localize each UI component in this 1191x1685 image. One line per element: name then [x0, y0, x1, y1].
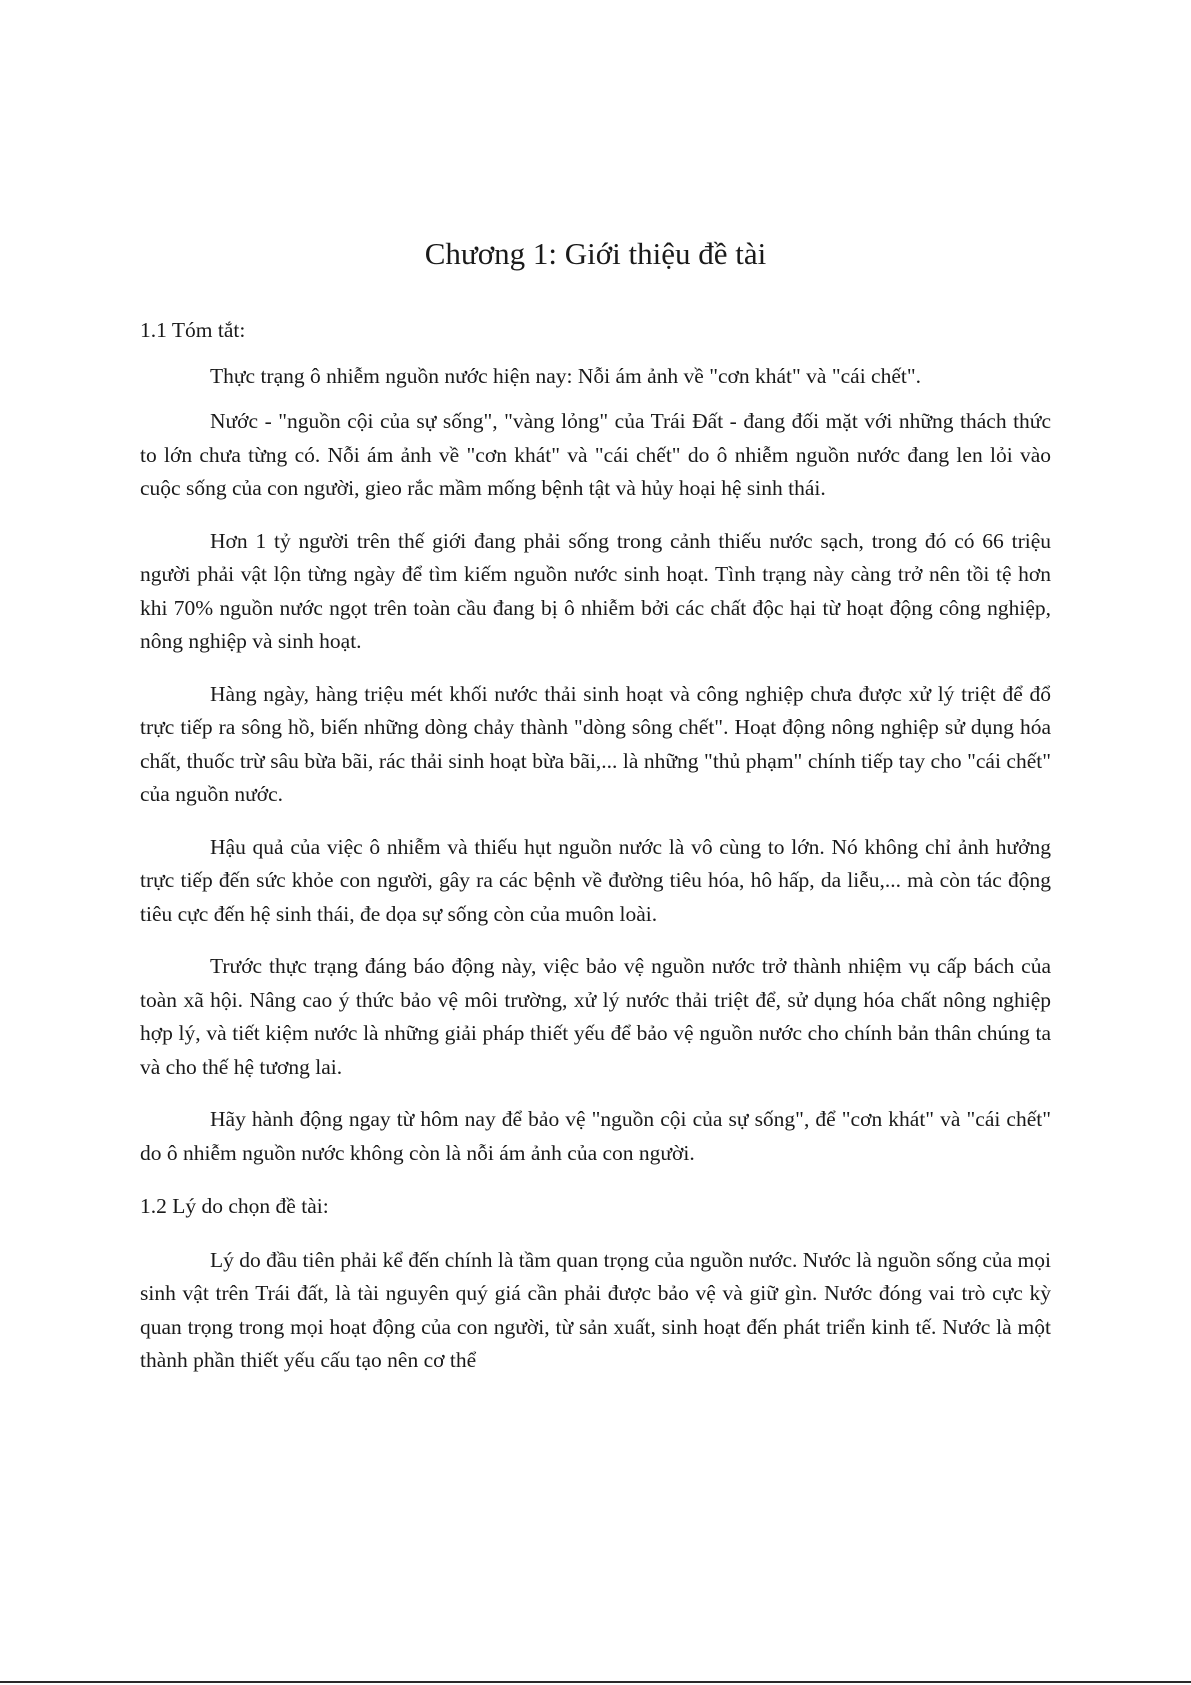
paragraph: Thực trạng ô nhiễm nguồn nước hiện nay: Nỗi ám ảnh về "cơn khát" và "cái chết". [210, 363, 922, 388]
document-body [140, 314, 1051, 1397]
page-bottom-rule [0, 1681, 1191, 1683]
paragraph: Hãy hành động ngay từ hôm nay để bảo vệ "nguồn cội của sự sống", để "cơn khát" và "cái chết" do ô nhiễm nguồn nước không còn là nỗi ám ảnh của con người. [140, 1107, 1051, 1165]
paragraph: Nước - "nguồn cội của sự sống", "vàng lỏng" của Trái Đất - đang đối mặt với những thách thức to lớn chưa từng có. Nỗi ám ảnh về "cơn khát" và "cái chết" do ô nhiễm nguồn nước đang len lỏi vào cuộc sống của con người, gieo rắc mầm mống bệnh tật và hủy hoại hệ sinh thái. [140, 409, 1051, 500]
chapter-title: Chương 1: Giới thiệu đề tài [424, 236, 767, 271]
section-heading-reason: 1.2 Lý do chọn đề tài: [140, 1194, 329, 1218]
paragraph: Hàng ngày, hàng triệu mét khối nước thải sinh hoạt và công nghiệp chưa được xử lý triệt để đổ trực tiếp ra sông hồ, biến những dòng chảy thành "dòng sông chết". Hoạt động nông nghiệp sử dụng hóa chất, thuốc trừ sâu bừa bãi, rác thải sinh hoạt bừa bãi,... là những "thủ phạm" chính tiếp tay cho "cái chết" của nguồn nước. [140, 681, 1051, 806]
section-heading-summary: 1.1 Tóm tắt: [140, 318, 246, 342]
paragraph: Trước thực trạng đáng báo động này, việc bảo vệ nguồn nước trở thành nhiệm vụ cấp bách của toàn xã hội. Nâng cao ý thức bảo vệ môi trường, xử lý nước thải triệt để, sử dụng hóa chất nông nghiệp hợp lý, và tiết kiệm nước là những giải pháp thiết yếu để bảo vệ nguồn nước cho chính bản thân chúng ta và cho thế hệ tương lai. [140, 954, 1051, 1079]
paragraph: Hơn 1 tỷ người trên thế giới đang phải sống trong cảnh thiếu nước sạch, trong đó có 66 triệu người phải vật lộn từng ngày để tìm kiếm nguồn nước sinh hoạt. Tình trạng này càng trở nên tồi tệ hơn khi 70% nguồn nước ngọt trên toàn cầu đang bị ô nhiễm bởi các chất độc hại từ hoạt động công nghiệp, nông nghiệp và sinh hoạt. [140, 528, 1051, 653]
paragraph: Hậu quả của việc ô nhiễm và thiếu hụt nguồn nước là vô cùng to lớn. Nó không chỉ ảnh hưởng trực tiếp đến sức khỏe con người, gây ra các bệnh về đường tiêu hóa, hô hấp, da liễu,... mà còn tác động tiêu cực đến hệ sinh thái, đe dọa sự sống còn của muôn loài. [140, 834, 1051, 926]
paragraph: Lý do đầu tiên phải kể đến chính là tầm quan trọng của nguồn nước. Nước là nguồn sống của mọi sinh vật trên Trái đất, là tài nguyên quý giá cần phải được bảo vệ và giữ gìn. Nước đóng vai trò cực kỳ quan trọng trong mọi hoạt động của con người, từ sản xuất, sinh hoạt đến phát triển kinh tế. Nước là một thành phần thiết yếu cấu tạo nên cơ thể [140, 1247, 1051, 1372]
